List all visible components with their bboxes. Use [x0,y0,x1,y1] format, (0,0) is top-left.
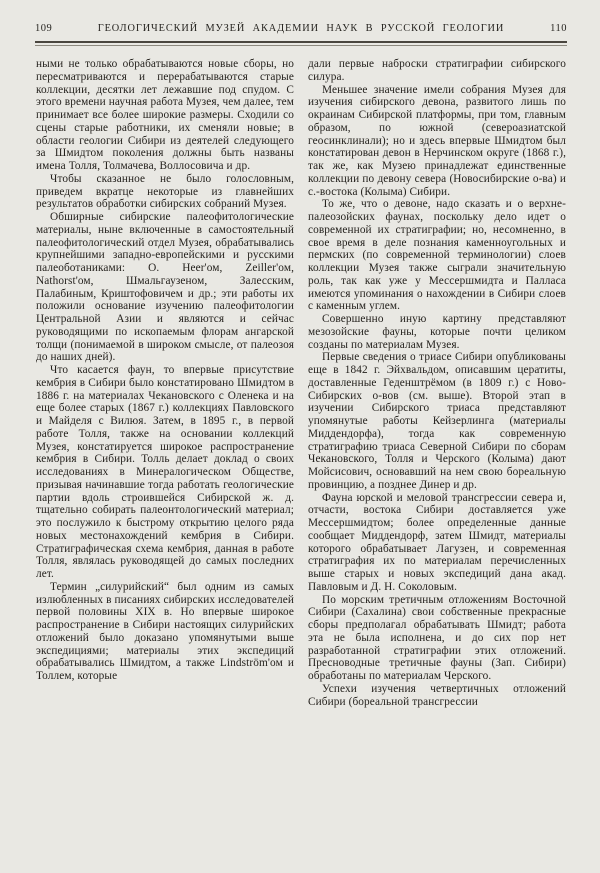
paragraph: Чтобы сказанное не было голословным, приведем вкратце некоторые из главнейших результатов обработки сибирских собраний Музея. [36,172,294,211]
header-rule-thick [35,41,567,43]
paragraph: Первые сведения о триасе Сибири опубликованы еще в 1842 г. Эйхвальдом, описавшим цератиты, доставленные Геденштрёмом (в 1809 г.) с Ново-Сибирских о-вов (см. выше). Второй этап в изучении Сибирского триаса представляют упомянутые работы Кейзерлинга (материалы Миддендорфа), тогда как современную стратиграфию триаса Северной Сибири по сборам Чекановского, Толля и Черского (Колыма) дают Мойсисович, основавший на нем свою бореальную провинцию, а позднее Динер и др. [308,351,566,491]
page-number-right: 110 [550,23,567,34]
header-rule [35,41,567,46]
text-body [36,58,567,833]
paragraph: Что касается фаун, то впервые присутствие кембрия в Сибири было констатировано Шмидтом в 1886 г. на материалах Чекановского с Оленека и на еще более старых (1867 г.) коллекциях Павловского и Майделя с Вилюя. Затем, в 1895 г., в первой работе Толля, также на основании коллекций Музея, констатируется широкое распространение кембрия в Сибири. Толль делает доклад о своих исследованиях в Минералогическом Обществе, призывая начинавшие тогда работать геологические партии вдоль строившейся Сибирской ж. д. тщательно собирать палеонтологический материал; это послужило к быстрому открытию целого ряда новых местонахождений кембрия в Сибири. Стратиграфическая схема кембрия, данная в работе Толля, являлась руководящей до самых последних лет. [36,364,294,580]
paragraph: ными не только обрабатываются новые сборы, но пересматриваются и перерабатываются старые коллекции, десятки лет лежавшие под спудом. С этого времени научная работа Музея, чем далее, тем принимает все более широкие размеры. Сходили со сцены старые работники, их сменяли новые; в области геологии Сибири из деятелей следующего за Шмидтом поколения должны быть названы имена Толля, Толмачева, Воллосовича и др. [36,58,294,172]
paragraph: Термин „силурийский“ был одним из самых излюбленных в писаниях сибирских исследователей первой половины XIX в. Но впервые широкое распространение в Сибири настоящих силурийских отложений было доказано упомянутыми выше экспедициями; материалы этих экспедиций обрабатывались Шмидтом, а также Lindström'ом и Толлем, которые [36,580,294,682]
text-column-right [308,58,566,833]
paragraph: Меньшее значение имели собрания Музея для изучения сибирского девона, развитого лишь по окраинам Сибирской платформы, при том, главным образом, по южной (североазиатской геосинклинали); но и здесь впервые Шмидтом был констатирован девон в Нерчинском округе (1868 г.), так же, как Музею принадлежат единственные коллекции по девону севера (Новосибирские о-ва) и с.-востока (Колыма) Сибири. [308,83,566,198]
paragraph: То же, что о девоне, надо сказать и о верхне-палеозойских фаунах, поскольку дело идет о современной их стратиграфии; но, несомненно, в свое время в деле познания каменноугольных и пермских (по современной терминологии) слоев коллекции Музея также сыграли значительную роль, так как уже у Мессершмидта и Палласа имеются упоминания о нахождении в Сибири слоев с каменным углем. [308,198,566,313]
paragraph: дали первые наброски стратиграфии сибирского силура. [308,58,566,83]
paragraph: Успехи изучения четвертичных отложений Сибири (бореальной трансгрессии [308,682,566,708]
running-title: ГЕОЛОГИЧЕСКИЙ МУЗЕЙ АКАДЕМИИ НАУК В РУССКОЙ ГЕОЛОГИИ [97,23,505,34]
paragraph: Фауна юрской и меловой трансгрессии севера и, отчасти, востока Сибири доставляется уже Мессершмидтом; более определенные данные сообщает Миддендорф, затем Шмидт, материалы которого обрабатывает Лагузен, и современная стратиграфия их по материалам перечисленных выше старых и новых экспедиций дана акад. Павловым и Д. Н. Соколовым. [308,491,566,593]
page-header [35,23,567,34]
header-rule-thin [35,45,567,46]
page-number-left: 109 [35,23,53,34]
paragraph: Обширные сибирские палеофитологические материалы, ныне включенные в самостоятельный палеофитологический отдел Музея, обрабатывались крупнейшими западно-европейскими и русскими палеоботаниками: O. Heer'ом, Zeiller'ом, Nathorst'ом, Шмальгаузеном, Залесским, Палабиным, Криштофовичем и др.; эти работы их положили основание изучению палеофитологии Центральной Азии и являются и сейчас руководящими по ископаемым флорам ангарской толщи (понимаемой в широком смысле, от палеозоя до наших дней). [36,211,294,364]
paragraph: Совершенно иную картину представляют мезозойские фауны, которые почти целиком созданы по материалам Музея. [308,313,566,351]
text-column-left [36,58,294,833]
paragraph: По морским третичным отложениям Восточной Сибири (Сахалина) свои собственные прекрасные сборы предполагал обрабатывать Шмидт; работа эта не была исполнена, и до сих пор нет разработанной стратиграфии этих отложений. Пресноводные третичные фауны (Зап. Сибири) обработаны по материалам Черского. [308,593,566,682]
